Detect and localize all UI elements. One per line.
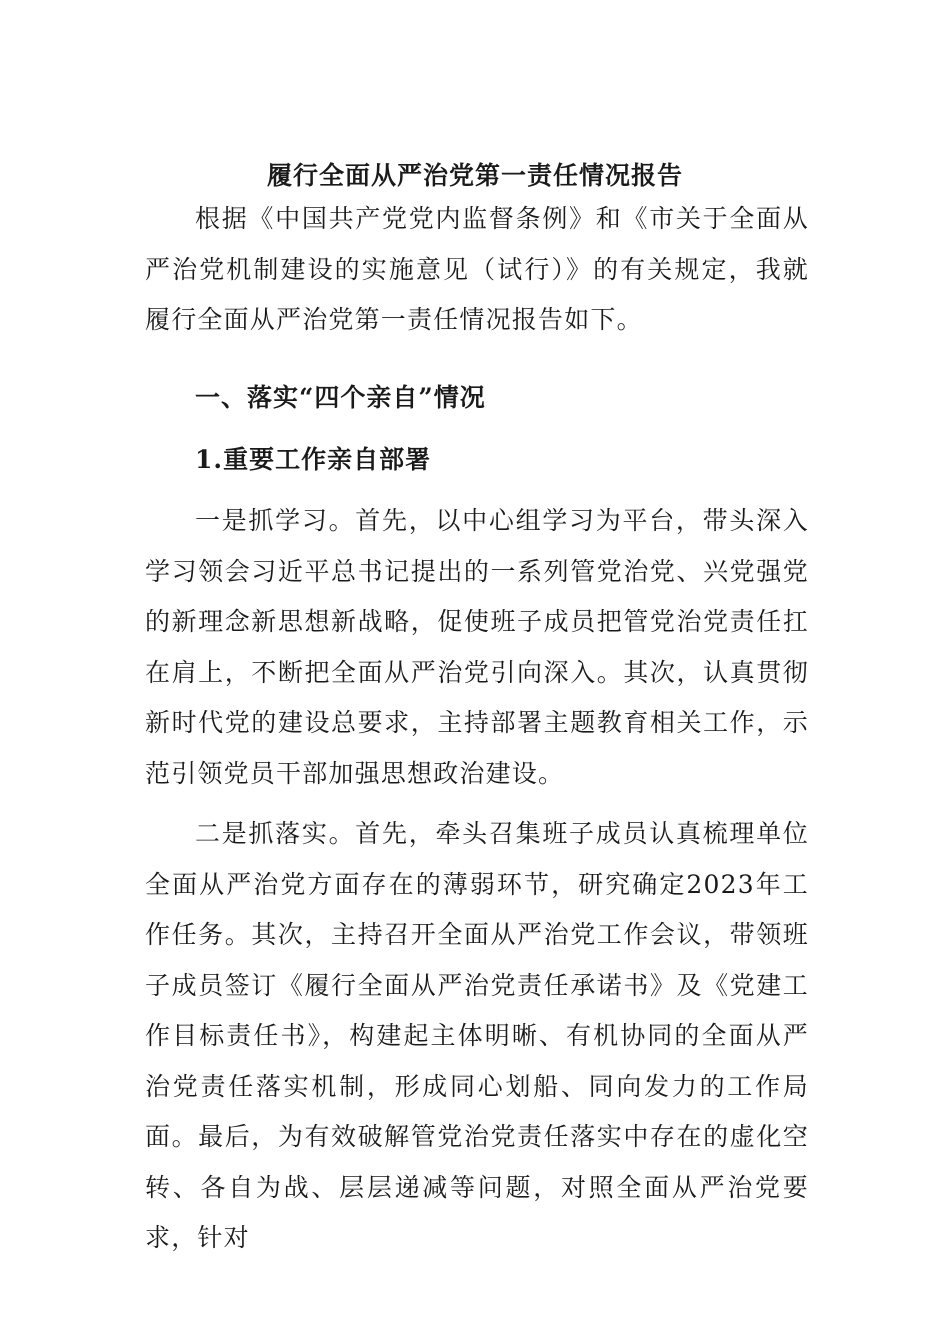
- intro-paragraph: 根据《中国共产党党内监督条例》和《市关于全面从严治党机制建设的实施意见（试行）》的有关规定，我就履行全面从严治党第一责任情况报告如下。: [145, 204, 809, 334]
- document-title: 履行全面从严治党第一责任情况报告: [266, 161, 683, 190]
- subsection-heading: 1.重要工作亲自部署: [195, 445, 432, 474]
- section-heading: 一、落实“四个亲自”情况: [195, 383, 486, 412]
- study-paragraph: 一是抓学习。首先，以中心组学习为平台，带头深入学习领会习近平总书记提出的一系列管党治党、兴党强党的新理念新思想新战略，促使班子成员把管党治党责任扛在肩上，不断把全面从严治党引向深入。其次，认真贯彻新时代党的建设总要求，主持部署主题教育相关工作，示范引领党员干部加强思想政治建设。: [145, 506, 809, 788]
- implementation-paragraph: 二是抓落实。首先，牵头召集班子成员认真梳理单位全面从严治党方面存在的薄弱环节，研究确定2023年工作任务。其次，主持召开全面从严治党工作会议，带领班子成员签订《履行全面从严治党责任承诺书》及《党建工作目标责任书》，构建起主体明晰、有机协同的全面从严治党责任落实机制，形成同心划船、同向发力的工作局面。最后，为有效破解管党治党责任落实中存在的虚化空转、各自为战、层层递减等问题，对照全面从严治党要求，针对: [145, 819, 809, 1252]
